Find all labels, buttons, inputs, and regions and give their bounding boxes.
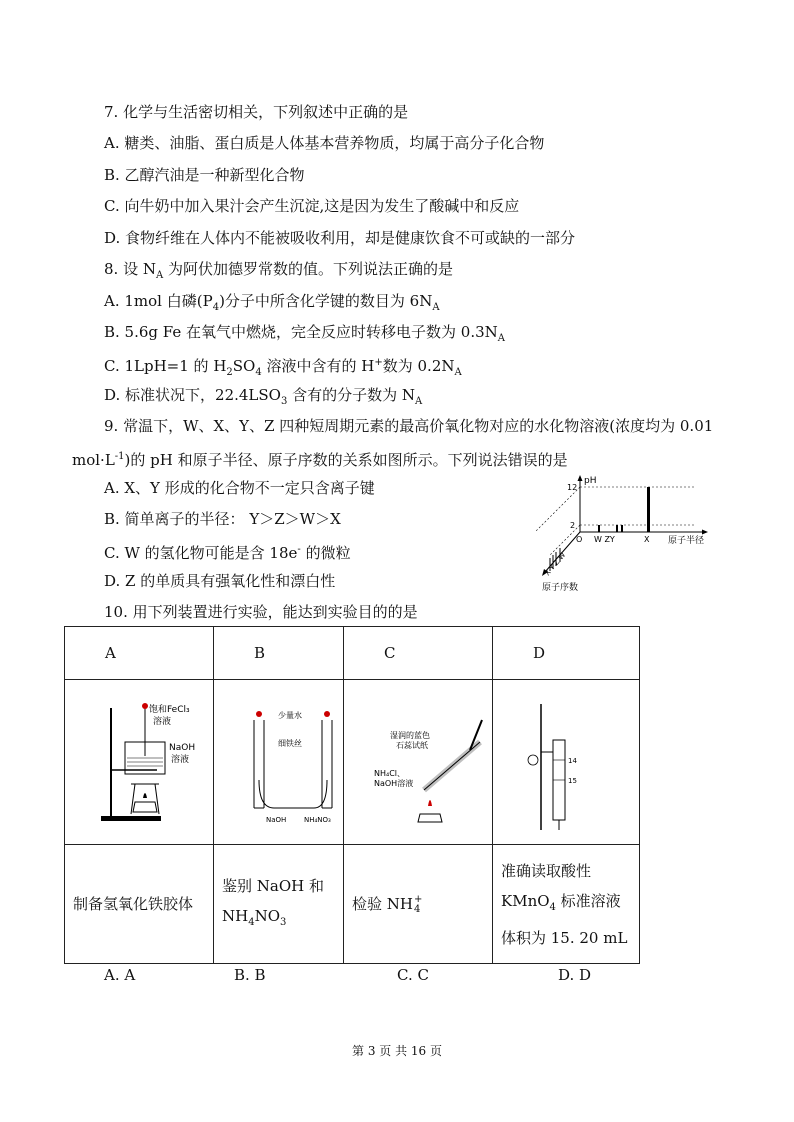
desc-c: 检验 NH + 4 xyxy=(344,845,493,964)
header-a: A xyxy=(65,627,214,680)
header-b: B xyxy=(214,627,344,680)
apparatus-b-label4: NH₄NO₃ xyxy=(304,816,331,824)
desc-a: 制备氢氧化铁胶体 xyxy=(65,845,214,964)
q9-figure xyxy=(520,472,720,596)
apparatus-c-cell xyxy=(344,680,493,845)
apparatus-c-label3: NH₄Cl、 xyxy=(374,769,406,778)
fig-origin: O xyxy=(576,535,583,544)
apparatus-c-label1: 湿润的蓝色 xyxy=(390,731,430,740)
apparatus-a-label1: 饱和FeCl₃ xyxy=(149,705,190,715)
q9-option-a: A. X、Y 形成的化合物不一定只含离子键 xyxy=(104,479,375,497)
fig-xlabel: 原子半径 xyxy=(668,536,705,546)
header-c: C xyxy=(344,627,493,680)
q7-option-b: B. 乙醇汽油是一种新型化合物 xyxy=(104,166,305,184)
q7-option-c: C. 向牛奶中加入果汁会产生沉淀,这是因为发生了酸碱中和反应 xyxy=(104,197,520,215)
answer-b: B. B xyxy=(234,966,266,984)
answer-d: D. D xyxy=(558,966,592,984)
apparatus-b-icon xyxy=(214,680,343,840)
apparatus-b-label2: 细铁丝 xyxy=(278,739,302,748)
q9-stem-line2: $mol\cdot L^{-1}$)的 pH 和原子半径、原子序数的关系如图所示。下列说法错误的是 xyxy=(72,451,568,469)
apparatus-a-icon xyxy=(65,680,213,840)
q9-option-c: C. W 的氢化物可能是含 18e- 的微粒 xyxy=(104,544,351,562)
q9-option-d: D. Z 的单质具有强氧化性和漂白性 xyxy=(104,572,336,590)
header-d: D xyxy=(493,627,640,680)
fig-ylabel: pH xyxy=(584,476,597,486)
apparatus-a-label3: NaOH xyxy=(169,743,196,753)
q8-option-c: C. 1LpH=1 的 $H_2SO_4$ 溶液中含有的 H+数为 $0.2N_A$ xyxy=(104,357,462,378)
apparatus-d-cell xyxy=(493,680,640,845)
apparatus-a-label4: 溶液 xyxy=(171,755,190,765)
q9-option-b: B. 简单离子的半径： Y＞Z＞W＞X xyxy=(104,510,341,528)
page-footer: 第 3 页 共 16 页 xyxy=(352,1044,442,1058)
desc-b: 鉴别 NaOH 和 $NH_4NO_3$ xyxy=(214,845,344,964)
q10-stem: 10. 用下列装置进行实验，能达到实验目的的是 xyxy=(104,603,418,621)
apparatus-b-label1: 少量水 xyxy=(278,711,302,720)
apparatus-c-label2: 石蕊试纸 xyxy=(396,741,428,750)
q8-option-b: B. 5.6g Fe 在氧气中燃烧，完全反应时转移电子数为 $0.3N_A$ xyxy=(104,323,506,344)
apparatus-d-label1: 14 xyxy=(568,757,577,765)
fig-y12: 12 xyxy=(567,483,578,492)
fig-xletters: W ZY xyxy=(594,535,615,544)
q8-option-d: D. 标准状况下，$22.4LSO_3$ 含有的分子数为 $N_A$ xyxy=(104,386,423,407)
fig-y2: 2 xyxy=(570,521,576,530)
q8-option-a: A. 1mol 白磷$(P_4)$分子中所含化学键的数目为 $6N_A$ xyxy=(104,292,440,313)
fig-xX: X xyxy=(644,535,650,544)
fig-zlabel: 原子序数 xyxy=(542,583,579,593)
desc-d: 准确读取酸性 KMnO$_4$ 标准溶液 体积为 15. 20 mL xyxy=(493,845,640,964)
apparatus-a-cell xyxy=(65,680,214,845)
q7-option-d: D. 食物纤维在人体内不能被吸收利用，却是健康饮食不可或缺的一部分 xyxy=(104,229,576,247)
answer-c: C. C xyxy=(397,966,429,984)
apparatus-b-label3: NaOH xyxy=(266,816,287,824)
apparatus-d-icon xyxy=(493,680,639,840)
apparatus-c-icon xyxy=(344,680,492,840)
apparatus-c-label4: NaOH溶液 xyxy=(374,779,414,788)
apparatus-d-label2: 15 xyxy=(568,777,577,785)
fig-zletters: X Y Z W xyxy=(543,551,568,578)
q10-options-table xyxy=(64,626,640,964)
apparatus-b-cell xyxy=(214,680,344,845)
q7-stem: 7. 化学与生活密切相关，下列叙述中正确的是 xyxy=(104,103,409,121)
q7-option-a: A. 糖类、油脂、蛋白质是人体基本营养物质，均属于高分子化合物 xyxy=(104,134,545,152)
apparatus-a-label2: 溶液 xyxy=(153,717,172,727)
answer-a: A. A xyxy=(104,966,136,984)
q8-stem: 8. 设 $N_A$ 为阿伏加德罗常数的值。下列说法正确的是 xyxy=(104,260,453,281)
q9-stem-line1: 9. 常温下，W、X、Y、Z 四种短周期元素的最高价氧化物对应的水化物溶液(浓度均为 0.01 xyxy=(104,417,714,435)
